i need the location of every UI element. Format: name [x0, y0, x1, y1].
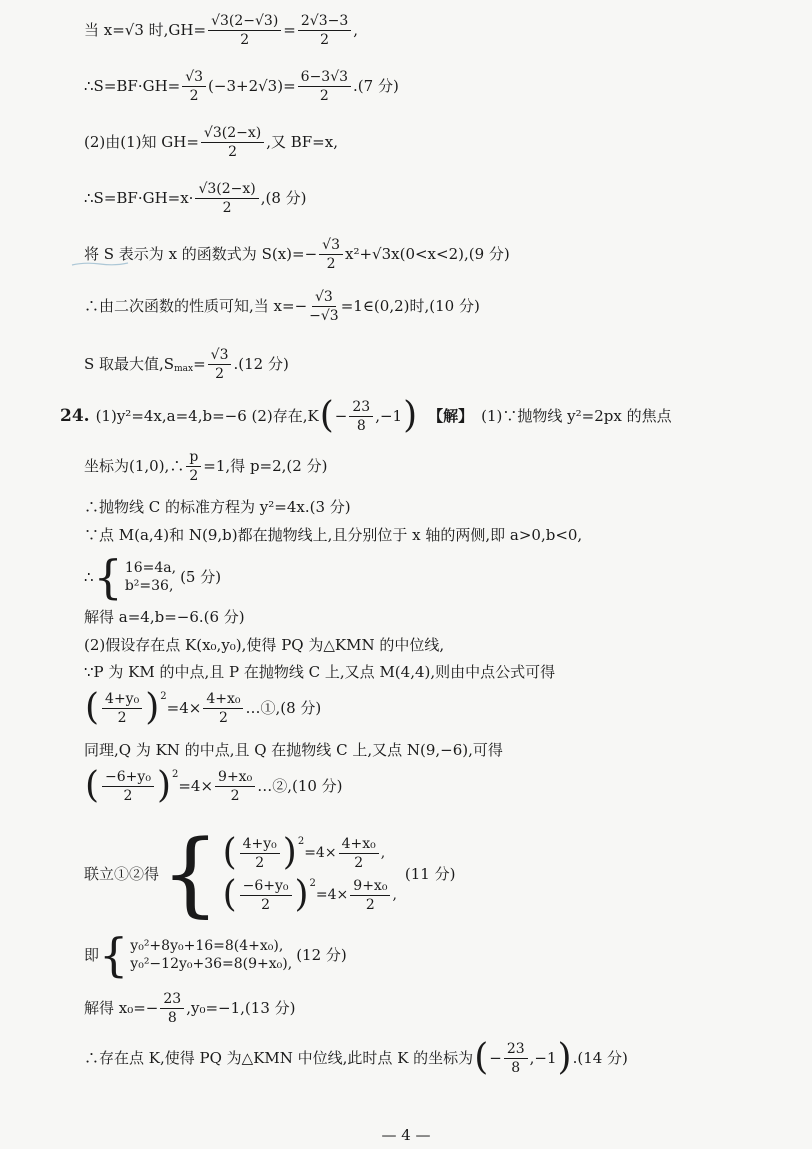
- text: −: [489, 1048, 502, 1067]
- open-paren: (: [85, 765, 100, 806]
- exponent: 2: [297, 836, 305, 847]
- text: =1,得 p=2,(2 分): [203, 457, 328, 475]
- text: =4×: [304, 845, 337, 861]
- numerator: 4+x₀: [203, 692, 243, 709]
- solution-line-3: [84, 126, 338, 159]
- denominator: 2: [189, 468, 199, 484]
- open-paren: (: [85, 687, 100, 728]
- numerator: p: [186, 450, 201, 467]
- text: 解得 x₀=−: [84, 999, 159, 1017]
- numerator: √3: [182, 70, 206, 87]
- text: ∵点 M(a,4)和 N(9,b)都在抛物线上,且分别位于 x 轴的两侧,即 a>0,b<0,: [84, 526, 583, 544]
- text: ,y₀=−1,(13 分): [186, 999, 296, 1017]
- system-row: [222, 832, 397, 873]
- solution-line-16: [84, 687, 322, 728]
- text: (1)∵抛物线 y²=2px 的焦点: [481, 406, 672, 425]
- solution-line-4: [84, 182, 307, 215]
- text: ∴存在点 K,使得 PQ 为△KMN 中位线,此时点 K 的坐标为: [84, 1048, 474, 1067]
- equation-system: [93, 550, 177, 604]
- text: ,: [392, 887, 397, 903]
- text: (1)y²=4x,a=4,b=−6 (2)存在,K: [95, 406, 319, 425]
- solution-line-9: [84, 450, 327, 483]
- denominator: 8: [511, 1059, 521, 1076]
- exponent: 2: [309, 878, 316, 889]
- fraction: [240, 879, 292, 912]
- text: ,: [353, 21, 359, 39]
- denominator: −√3: [309, 308, 339, 324]
- open-paren: (: [474, 1037, 489, 1078]
- numerator: 9+x₀: [215, 770, 255, 787]
- denominator: 2: [189, 88, 199, 104]
- fraction: [350, 879, 390, 912]
- fraction: [102, 692, 142, 725]
- denominator: 2: [240, 32, 250, 48]
- text: ,−1: [375, 406, 403, 425]
- numerator: √3(2−√3): [208, 14, 281, 31]
- fraction: [339, 837, 379, 870]
- numerator: 6−3√3: [298, 70, 351, 87]
- numerator: √3: [319, 238, 343, 255]
- text: =: [283, 21, 296, 39]
- fraction: [208, 14, 281, 47]
- solution-line-10: [84, 500, 351, 515]
- solution-line-11: [84, 528, 582, 543]
- fraction: [298, 70, 351, 103]
- close-paren: ): [403, 395, 418, 436]
- text: 同理,Q 为 KN 的中点,且 Q 在抛物线 C 上,又点 N(9,−6),可得: [84, 741, 503, 759]
- solution-line-1: [84, 14, 358, 47]
- solution-line-12: [84, 550, 222, 604]
- denominator: 2: [320, 32, 330, 48]
- text: 将 S 表示为 x 的函数式为 S(x)=−: [84, 245, 318, 263]
- numerator: −6+y₀: [102, 770, 154, 787]
- close-paren: ): [156, 765, 171, 806]
- fraction: [240, 837, 280, 870]
- text: 即: [84, 945, 100, 964]
- text: (−3+2√3)=: [208, 77, 296, 95]
- solution-line-18: [84, 765, 343, 806]
- fraction: [195, 182, 258, 215]
- numerator: 23: [504, 1042, 528, 1059]
- fraction: [298, 14, 351, 47]
- close-paren: ): [557, 1037, 572, 1078]
- solution-line-7: [84, 348, 289, 381]
- text: ,: [380, 845, 386, 861]
- question-24-answer-line: [60, 395, 672, 436]
- left-brace: {: [99, 928, 129, 982]
- close-paren: ): [294, 874, 309, 915]
- text: =4×: [166, 698, 202, 717]
- question-number: 24.: [60, 405, 90, 426]
- numerator: 4+x₀: [339, 837, 379, 854]
- solution-line-22: [84, 1037, 628, 1078]
- denominator: 2: [319, 88, 329, 104]
- denominator: 8: [356, 417, 366, 434]
- text: −: [334, 406, 348, 425]
- denominator: 2: [230, 787, 240, 804]
- numerator: √3(2−x): [195, 182, 258, 199]
- subscript: max: [174, 364, 194, 374]
- solution-line-17: [84, 743, 503, 758]
- solution-tag: 【解】: [428, 406, 474, 425]
- numerator: √3(2−x): [201, 126, 264, 143]
- numerator: √3: [208, 348, 232, 365]
- text: ∴S=BF·GH=x·: [84, 189, 194, 207]
- numerator: 4+y₀: [102, 692, 142, 709]
- text: 联立①②得: [84, 864, 160, 883]
- solution-line-15: [84, 665, 555, 680]
- text: (2)假设存在点 K(x₀,y₀),使得 PQ 为△KMN 的中位线,: [84, 636, 445, 654]
- solution-line-21: [84, 992, 295, 1025]
- system-row: b²=36,: [124, 578, 174, 594]
- fraction: [215, 770, 255, 803]
- solution-line-5: [84, 238, 510, 271]
- text: ∴S=BF·GH=: [84, 77, 181, 95]
- system-row: [222, 874, 397, 915]
- system-row: y₀²+8y₀+16=8(4+x₀),: [130, 938, 284, 954]
- text: ∵P 为 KM 的中点,且 P 在抛物线 C 上,又点 M(4,4),则由中点公式可得: [84, 663, 556, 681]
- fraction: [309, 290, 339, 323]
- text: .(12 分): [233, 355, 289, 373]
- text: (5 分): [180, 567, 222, 586]
- denominator: 2: [354, 854, 364, 871]
- text: (12 分): [296, 945, 347, 964]
- text: (2)由(1)知 GH=: [84, 133, 199, 151]
- text: =4×: [315, 887, 349, 903]
- denominator: 2: [117, 709, 127, 726]
- solution-line-6: [84, 290, 480, 323]
- denominator: 2: [255, 854, 265, 871]
- numerator: √3: [312, 290, 336, 307]
- text: .(14 分): [572, 1048, 628, 1067]
- text: S 取最大值,S: [84, 355, 175, 373]
- fraction: [186, 450, 201, 483]
- system-rows: [222, 832, 397, 915]
- numerator: 23: [349, 400, 373, 417]
- numerator: 2√3−3: [298, 14, 351, 31]
- text: ∴由二次函数的性质可知,当 x=−: [84, 297, 308, 315]
- left-brace: {: [93, 550, 123, 604]
- numerator: 9+x₀: [350, 879, 390, 896]
- exponent: 2: [171, 769, 179, 780]
- denominator: 2: [228, 144, 238, 160]
- open-paren: (: [222, 874, 237, 915]
- text: .(7 分): [353, 77, 399, 95]
- numerator: 23: [160, 992, 184, 1009]
- text: …①,(8 分): [245, 698, 322, 717]
- text: (11 分): [404, 864, 456, 883]
- left-brace: {: [161, 820, 220, 927]
- exponent: 2: [160, 691, 167, 702]
- text: ∴抛物线 C 的标准方程为 y²=4x.(3 分): [84, 498, 351, 516]
- solution-line-13: [84, 610, 245, 625]
- fraction: [160, 992, 184, 1025]
- numerator: −6+y₀: [240, 879, 292, 896]
- fraction: [102, 770, 154, 803]
- text: 坐标为(1,0),∴: [84, 457, 185, 475]
- system-row: 16=4a,: [124, 560, 177, 576]
- solution-line-2: [84, 70, 399, 103]
- text: 当 x=√3 时,GH=: [84, 21, 207, 39]
- fraction: [319, 238, 343, 271]
- solution-line-20: [84, 928, 347, 982]
- equation-system: [99, 928, 293, 982]
- fraction: [203, 692, 243, 725]
- denominator: 2: [365, 896, 375, 913]
- system-row: y₀²−12y₀+36=8(9+x₀),: [130, 956, 293, 972]
- fraction: [208, 348, 232, 381]
- close-paren: ): [282, 832, 297, 873]
- text: =: [193, 355, 206, 373]
- solution-line-19: [84, 820, 456, 927]
- close-paren: ): [145, 687, 160, 728]
- denominator: 2: [215, 366, 225, 382]
- text: x²+√3x(0<x<2),(9 分): [344, 245, 510, 263]
- denominator: 2: [222, 200, 232, 216]
- text: ,又 BF=x,: [266, 133, 338, 151]
- system-rows: [130, 939, 292, 971]
- fraction: [504, 1042, 528, 1075]
- system-rows: [125, 561, 176, 593]
- fraction: [182, 70, 206, 103]
- fraction: [201, 126, 264, 159]
- open-paren: (: [319, 395, 334, 436]
- text: ∴: [84, 567, 94, 586]
- denominator: 2: [123, 787, 133, 804]
- denominator: 2: [261, 896, 271, 913]
- text: =1∈(0,2)时,(10 分): [340, 297, 480, 315]
- fraction: [349, 400, 373, 433]
- text: 解得 a=4,b=−6.(6 分): [84, 608, 245, 626]
- solution-line-14: [84, 638, 444, 653]
- page-number: — 4 —: [381, 1126, 431, 1144]
- denominator: 8: [167, 1010, 177, 1026]
- numerator: 4+y₀: [240, 837, 280, 854]
- text: ,−1: [529, 1048, 557, 1067]
- text: …②,(10 分): [257, 776, 343, 795]
- text: ,(8 分): [260, 189, 307, 207]
- open-paren: (: [222, 832, 237, 873]
- denominator: 2: [218, 709, 228, 726]
- text: =4×: [178, 776, 214, 795]
- denominator: 2: [326, 256, 336, 272]
